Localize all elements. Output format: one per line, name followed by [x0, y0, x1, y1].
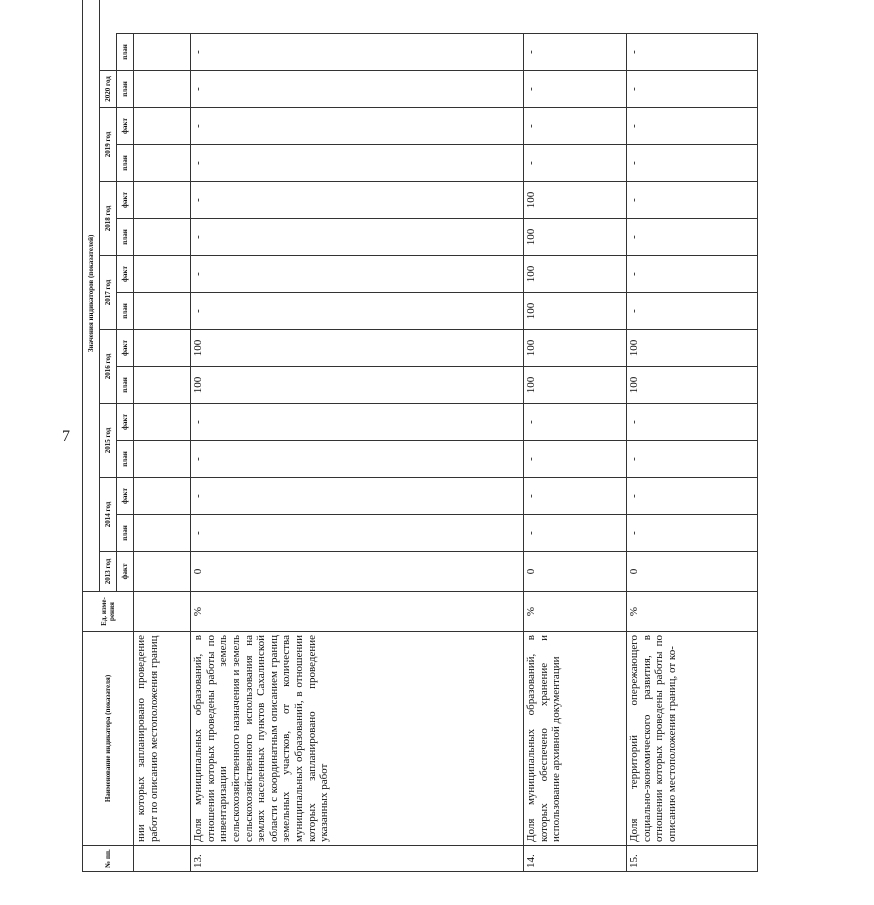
- header-num: № пп.: [83, 846, 134, 872]
- value-cell: [134, 219, 191, 256]
- header-plan: план: [117, 293, 134, 330]
- value-cell: -: [627, 145, 758, 182]
- value-cell: -: [524, 404, 627, 441]
- header-year: 2019 год: [100, 108, 117, 182]
- value-cell: -: [627, 515, 758, 552]
- header-plan: план: [117, 145, 134, 182]
- indicator-name: Доля муниципальных образований, в отношении которых проведены работы по инвентаризации земель сельскохозяйственного назначения и земель сельскохозяйственного использования на землях населенных пунктов Сахалинской области с координатным описанием границ земельных участков, от количества муниципальных образований, в отношении которых запланировано проведение указанных работ: [191, 632, 524, 846]
- indicator-name: Доля территорий опережающего социально-экономического развития, в отношении которых проведены работы по описанию местоположения границ, от ко-: [627, 632, 758, 846]
- header-year: 2014 год: [100, 478, 117, 552]
- unit-cell: %: [627, 592, 758, 632]
- header-year: 2017 год: [100, 256, 117, 330]
- value-cell: -: [191, 404, 524, 441]
- value-cell: 0: [191, 552, 524, 592]
- value-cell: -: [191, 71, 524, 108]
- indicator-name: Доля муниципальных образований, в которых обеспечено хранение и использование архивной документации: [524, 632, 627, 846]
- row-number: 14.: [524, 846, 627, 872]
- row-number: 13.: [191, 846, 524, 872]
- value-cell: 100: [191, 330, 524, 367]
- value-cell: -: [191, 293, 524, 330]
- header-fact: факт: [117, 182, 134, 219]
- value-cell: -: [191, 34, 524, 71]
- value-cell: [134, 293, 191, 330]
- value-cell: 100: [524, 219, 627, 256]
- value-cell: [134, 441, 191, 478]
- indicator-name: нии которых запланировано проведение работ по описанию местоположения границ: [134, 632, 191, 846]
- header-year: 2020 год: [100, 71, 117, 108]
- value-cell: [134, 330, 191, 367]
- header-fact: факт: [117, 330, 134, 367]
- value-cell: -: [524, 34, 627, 71]
- value-cell: 100: [524, 256, 627, 293]
- value-cell: 100: [627, 330, 758, 367]
- header-fact: факт: [117, 552, 134, 592]
- value-cell: -: [191, 515, 524, 552]
- value-cell: -: [627, 34, 758, 71]
- unit-cell: %: [191, 592, 524, 632]
- value-cell: 100: [191, 367, 524, 404]
- value-cell: 100: [524, 293, 627, 330]
- value-cell: -: [191, 219, 524, 256]
- table-row: [627, 0, 758, 872]
- value-cell: [134, 367, 191, 404]
- unit-cell: [134, 592, 191, 632]
- header-values: Значения индикаторов (показателей): [83, 0, 100, 592]
- rotated-table-wrapper: [82, 32, 874, 872]
- value-cell: [134, 552, 191, 592]
- header-year: 2013 год: [100, 552, 117, 592]
- header-year: 2015 год: [100, 404, 117, 478]
- header-name: Наименование индикатора (показателя): [83, 632, 134, 846]
- value-cell: [134, 404, 191, 441]
- value-cell: -: [524, 71, 627, 108]
- header-plan: план: [117, 515, 134, 552]
- header-plan: план: [117, 71, 134, 108]
- value-cell: -: [627, 441, 758, 478]
- value-cell: 100: [627, 367, 758, 404]
- value-cell: -: [627, 108, 758, 145]
- page-number: 7: [62, 428, 70, 445]
- value-cell: -: [627, 293, 758, 330]
- value-cell: -: [627, 256, 758, 293]
- value-cell: -: [191, 145, 524, 182]
- value-cell: -: [627, 404, 758, 441]
- value-cell: 100: [524, 182, 627, 219]
- value-cell: -: [524, 515, 627, 552]
- unit-cell: %: [524, 592, 627, 632]
- value-cell: -: [524, 441, 627, 478]
- value-cell: [134, 515, 191, 552]
- value-cell: [134, 34, 191, 71]
- header-year: 2018 год: [100, 182, 117, 256]
- value-cell: -: [191, 441, 524, 478]
- value-cell: -: [191, 256, 524, 293]
- header-plan: план: [117, 219, 134, 256]
- value-cell: -: [524, 145, 627, 182]
- value-cell: -: [191, 182, 524, 219]
- value-cell: -: [627, 478, 758, 515]
- value-cell: -: [191, 478, 524, 515]
- table-row: [191, 0, 524, 872]
- header-fact: факт: [117, 256, 134, 293]
- value-cell: [134, 256, 191, 293]
- value-cell: 100: [524, 367, 627, 404]
- value-cell: -: [524, 478, 627, 515]
- value-cell: 0: [627, 552, 758, 592]
- header-plan: план: [117, 441, 134, 478]
- value-cell: -: [627, 219, 758, 256]
- row-number: [134, 846, 191, 872]
- indicators-table: [82, 0, 758, 872]
- value-cell: -: [524, 108, 627, 145]
- value-cell: 100: [524, 330, 627, 367]
- header-plan: план: [117, 34, 134, 71]
- table-row: [524, 0, 627, 872]
- value-cell: [134, 182, 191, 219]
- value-cell: [134, 478, 191, 515]
- table-row: [134, 0, 191, 872]
- header-fact: факт: [117, 404, 134, 441]
- header-plan: план: [117, 367, 134, 404]
- value-cell: -: [627, 71, 758, 108]
- value-cell: 0: [524, 552, 627, 592]
- value-cell: [134, 71, 191, 108]
- header-year: 2016 год: [100, 330, 117, 404]
- row-number: 15.: [627, 846, 758, 872]
- value-cell: [134, 145, 191, 182]
- value-cell: -: [627, 182, 758, 219]
- header-unit: Ед. изме-рения: [83, 592, 134, 632]
- header-fact: факт: [117, 478, 134, 515]
- value-cell: -: [191, 108, 524, 145]
- header-fact: факт: [117, 108, 134, 145]
- value-cell: [134, 108, 191, 145]
